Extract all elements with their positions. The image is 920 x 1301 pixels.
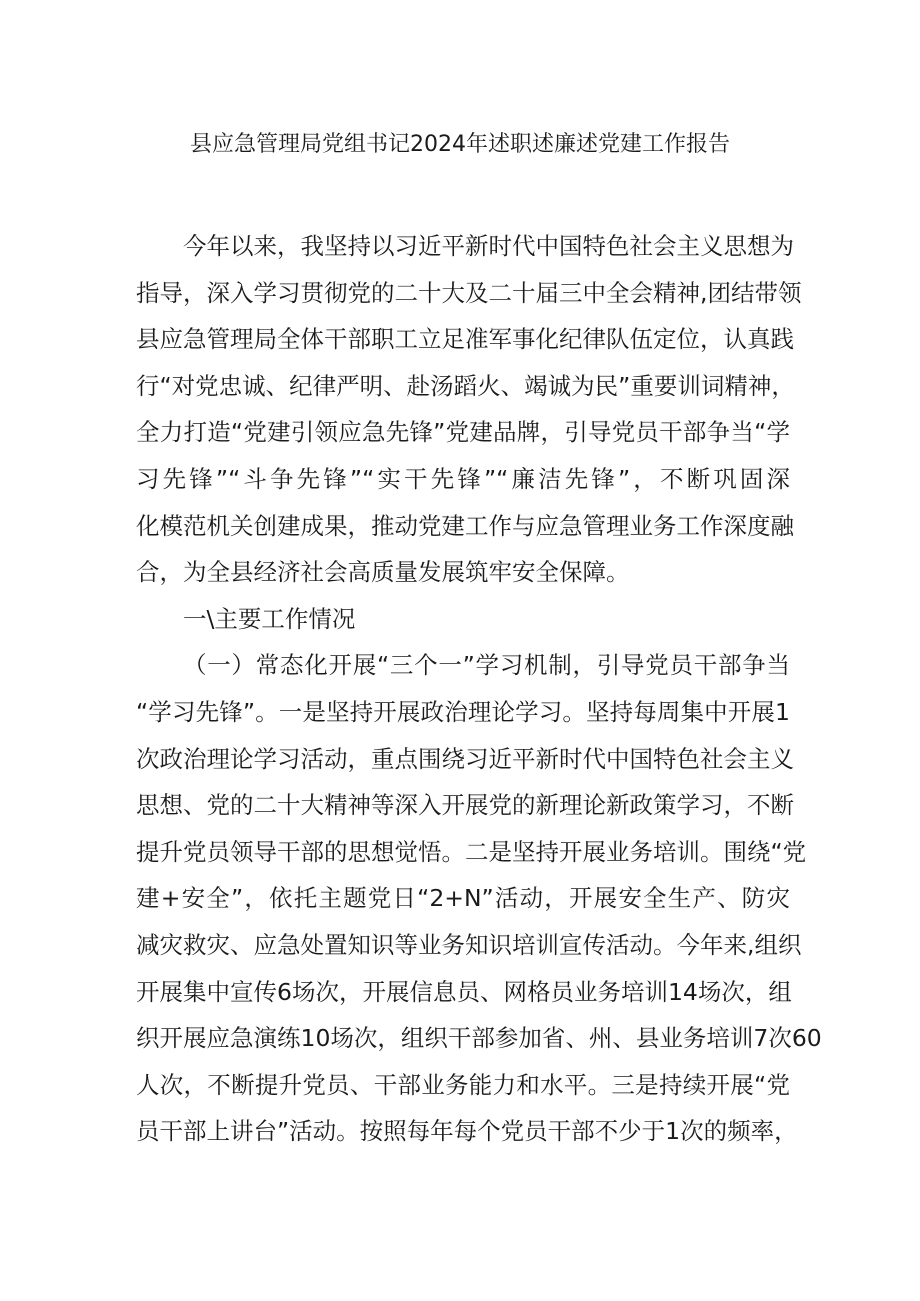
- paragraph-line: 织开展应急演练10场次，组织干部参加省、州、县业务培训7次60: [136, 1024, 822, 1053]
- paragraph-line: 化模范机关创建成果，推动党建工作与应急管理业务工作深度融: [136, 511, 794, 540]
- paragraph-line: 建+安全”，依托主题党日“2+N”活动，开展安全生产、防灾: [136, 884, 790, 913]
- paragraph-line: 人次，不断提升党员、干部业务能力和水平。三是持续开展“党: [136, 1070, 790, 1099]
- section-heading: 一\主要工作情况: [183, 604, 356, 633]
- paragraph-line: 行“对党忠诚、纪律严明、赴汤蹈火、竭诚为民”重要训词精神，: [136, 371, 795, 400]
- paragraph-line: 合，为全县经济社会高质量发展筑牢安全保障。: [136, 558, 630, 587]
- paragraph-line: “学习先锋”。一是坚持开展政治理论学习。坚持每周集中开展1: [136, 697, 790, 726]
- document-title: 县应急管理局党组书记2024年述职述廉述党建工作报告: [190, 132, 730, 157]
- paragraph-line: 今年以来，我坚持以习近平新时代中国特色社会主义思想为: [183, 232, 794, 260]
- paragraph-line: 减灾救灾、应急处置知识等业务知识培训宣传活动。今年来,组织: [136, 930, 802, 959]
- document-body: [136, 223, 822, 1155]
- paragraph-line: 习先锋”“斗争先锋”“实干先锋”“廉洁先锋”，不断巩固深: [136, 464, 790, 493]
- paragraph-line: 开展集中宣传6场次，开展信息员、网格员业务培训14场次，组: [136, 977, 792, 1006]
- paragraph-line: 员干部上讲台”活动。按照每年每个党员干部不少于1次的频率，: [136, 1117, 798, 1146]
- paragraph-line: 次政治理论学习活动，重点围绕习近平新时代中国特色社会主义: [136, 744, 794, 773]
- paragraph-line: （一）常态化开展“三个一”学习机制，引导党员干部争当: [183, 651, 790, 680]
- paragraph-line: 思想、党的二十大精神等深入开展党的新理论新政策学习，不断: [136, 791, 794, 820]
- paragraph-line: 全力打造“党建引领应急先锋”党建品牌，引导党员干部争当“学: [136, 418, 790, 447]
- paragraph-line: 提升党员领导干部的思想觉悟。二是坚持开展业务培训。围绕“党: [136, 837, 807, 866]
- paragraph-line: 指导，深入学习贯彻党的二十大及二十届三中全会精神,团结带领: [136, 278, 802, 307]
- paragraph-line: 县应急管理局全体干部职工立足准军事化纪律队伍定位，认真践: [136, 325, 794, 354]
